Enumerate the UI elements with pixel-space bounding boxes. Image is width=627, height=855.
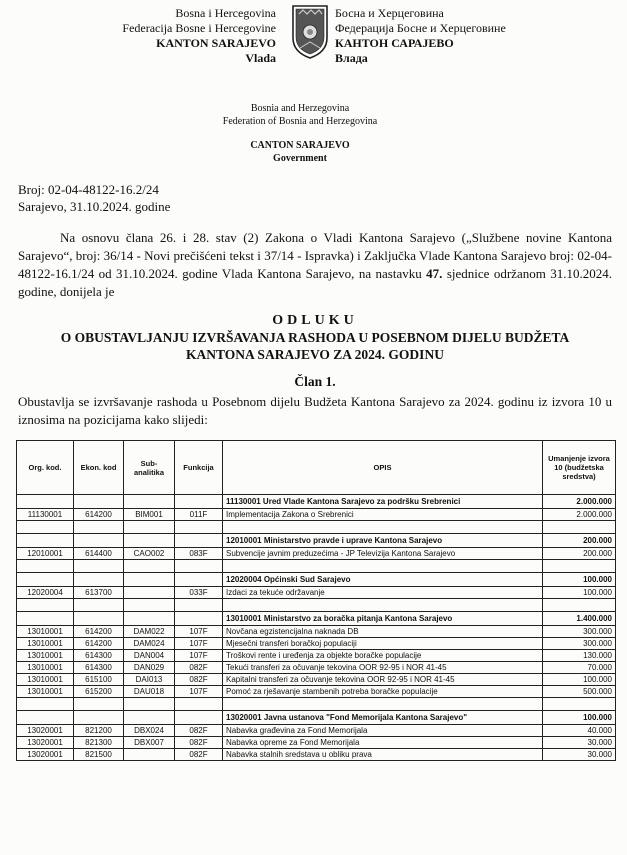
cell-opis: Nabavka stalnih sredstava u obliku prava — [223, 749, 543, 761]
cell-fun: 107F — [175, 686, 223, 698]
article-text: Obustavlja se izvršavanje rashoda u Posebnom dijelu Budžeta Kantona Sarajevo za 2024. godinu iz izvora 10 u iznosima na pozicijama kako slijedi: — [18, 394, 612, 427]
table-cell — [223, 521, 543, 534]
intro-end: sjednice održanom 31.10.2024. godine, donijela je — [18, 266, 612, 299]
table-blank-row — [17, 599, 616, 612]
table-row — [17, 587, 616, 599]
col-header-sub: Sub-analitika — [124, 441, 175, 495]
cell-amt: 100.000 — [543, 587, 616, 599]
cell-opis: Novčana egzistencijalna naknada DB — [223, 626, 543, 638]
cell-org: 12020004 — [17, 587, 74, 599]
col-header-ek: Ekon. kod — [74, 441, 124, 495]
cell-opis: Mjesečni transferi boračkoj populaciji — [223, 638, 543, 650]
cell-org: 11130001 — [17, 509, 74, 521]
header-left — [120, 6, 276, 66]
cell-opis: Izdaci za tekuće održavanje — [223, 587, 543, 599]
cell-org: 13020001 — [17, 749, 74, 761]
header-english-line-1: Bosnia and Herzegovina — [250, 103, 350, 114]
cell-opis: Nabavka opreme za Fond Memorijala — [223, 737, 543, 749]
cell-sub — [124, 612, 175, 626]
header-english-line-3: CANTON SARAJEVO — [250, 140, 350, 151]
table-cell — [124, 698, 175, 711]
cell-opis: 11130001 Ured Vlade Kantona Sarajevo za podršku Srebrenici — [223, 495, 543, 509]
cell-fun — [175, 612, 223, 626]
cell-fun: 011F — [175, 509, 223, 521]
cell-sub — [124, 587, 175, 599]
table-row — [17, 650, 616, 662]
table-cell — [543, 560, 616, 573]
table-section-row — [17, 534, 616, 548]
document-number: Broj: 02-04-48122-16.2/24 — [18, 182, 159, 197]
cell-org: 13010001 — [17, 686, 74, 698]
cell-sub: DAM022 — [124, 626, 175, 638]
cell-fun: 107F — [175, 638, 223, 650]
cell-sub: BIM001 — [124, 509, 175, 521]
cell-org — [17, 711, 74, 725]
table-row — [17, 686, 616, 698]
cell-amt: 2.000.000 — [543, 495, 616, 509]
cell-sub — [124, 495, 175, 509]
decision-title-line-2: KANTONA SARAJEVO ZA 2024. GODINU — [186, 347, 444, 362]
table-cell — [175, 698, 223, 711]
cell-sub — [124, 711, 175, 725]
cell-ek: 614200 — [74, 626, 124, 638]
table-row — [17, 725, 616, 737]
cell-ek: 615100 — [74, 674, 124, 686]
col-header-opis: OPIS — [223, 441, 543, 495]
table-row — [17, 509, 616, 521]
cell-org — [17, 495, 74, 509]
table-cell — [74, 521, 124, 534]
table-cell — [124, 560, 175, 573]
table-cell — [17, 698, 74, 711]
cell-fun: 082F — [175, 737, 223, 749]
document-date: Sarajevo, 31.10.2024. godine — [18, 199, 171, 214]
header-left-line-4: Vlada — [245, 51, 276, 65]
cell-opis: Troškovi rente i uređenja za objekte boračke populacije — [223, 650, 543, 662]
cell-ek — [74, 573, 124, 587]
cell-amt: 300.000 — [543, 638, 616, 650]
budget-table — [16, 440, 616, 761]
cell-amt: 200.000 — [543, 548, 616, 560]
cell-org — [17, 573, 74, 587]
header-left-line-2: Federacija Bosne i Hercegovine — [122, 21, 276, 35]
col-header-amount: Umanjenje izvora 10 (budžetska sredstva) — [543, 441, 616, 495]
cell-amt: 100.000 — [543, 674, 616, 686]
header-english-line-4: Government — [273, 153, 327, 164]
header-english — [150, 102, 450, 165]
cell-sub: DBX024 — [124, 725, 175, 737]
cell-ek — [74, 612, 124, 626]
cell-org: 13010001 — [17, 674, 74, 686]
article-heading: Član 1. — [294, 374, 336, 389]
cell-ek: 613700 — [74, 587, 124, 599]
table-cell — [124, 599, 175, 612]
table-cell — [223, 560, 543, 573]
header-left-line-3: KANTON SARAJEVO — [156, 36, 276, 50]
cell-sub: DAN004 — [124, 650, 175, 662]
cell-ek: 615200 — [74, 686, 124, 698]
table-row — [17, 638, 616, 650]
cell-fun: 033F — [175, 587, 223, 599]
cell-amt: 1.400.000 — [543, 612, 616, 626]
cell-sub: DAU018 — [124, 686, 175, 698]
header-left-line-1: Bosna i Hercegovina — [175, 6, 276, 20]
col-header-org: Org. kod. — [17, 441, 74, 495]
cell-sub — [124, 573, 175, 587]
header-right-line-4: Влада — [335, 51, 368, 65]
cell-org: 13020001 — [17, 725, 74, 737]
intro-paragraph — [18, 229, 612, 301]
cell-fun: 082F — [175, 725, 223, 737]
header-english-line-2: Federation of Bosnia and Herzegovina — [222, 116, 378, 127]
table-section-row — [17, 573, 616, 587]
cell-amt: 2.000.000 — [543, 509, 616, 521]
header-right-line-1: Босна и Херцеговина — [335, 6, 444, 20]
table-cell — [175, 599, 223, 612]
cell-sub — [124, 534, 175, 548]
cell-fun: 082F — [175, 674, 223, 686]
cell-ek — [74, 711, 124, 725]
cell-fun — [175, 573, 223, 587]
table-row — [17, 737, 616, 749]
cell-sub — [124, 749, 175, 761]
cell-sub: CAO002 — [124, 548, 175, 560]
cell-amt: 500.000 — [543, 686, 616, 698]
header-right-line-3: КАНТОН САРАЈЕВО — [335, 36, 454, 50]
cell-amt: 40.000 — [543, 725, 616, 737]
table-cell — [543, 521, 616, 534]
cell-fun — [175, 534, 223, 548]
cell-ek — [74, 495, 124, 509]
table-cell — [543, 698, 616, 711]
cell-org: 13010001 — [17, 662, 74, 674]
cell-ek: 614200 — [74, 638, 124, 650]
cell-org — [17, 612, 74, 626]
table-cell — [124, 521, 175, 534]
cell-org: 13010001 — [17, 638, 74, 650]
table-cell — [17, 521, 74, 534]
table-blank-row — [17, 698, 616, 711]
cell-opis: Nabavka građevina za Fond Memorijala — [223, 725, 543, 737]
table-cell — [175, 521, 223, 534]
cell-opis: Implementacija Zakona o Srebrenici — [223, 509, 543, 521]
col-header-fun: Funkcija — [175, 441, 223, 495]
table-section-row — [17, 711, 616, 725]
decision-title — [18, 312, 612, 363]
cell-ek — [74, 534, 124, 548]
cell-amt: 70.000 — [543, 662, 616, 674]
cell-opis: 13020001 Javna ustanova "Fond Memorijala Kantona Sarajevo" — [223, 711, 543, 725]
table-row — [17, 749, 616, 761]
cell-sub: DBX007 — [124, 737, 175, 749]
cell-ek: 614300 — [74, 662, 124, 674]
cell-opis: 12010001 Ministarstvo pravde i uprave Kantona Sarajevo — [223, 534, 543, 548]
cell-opis: Kapitalni transferi za očuvanje tekovina OOR 92-95 i NOR 41-45 — [223, 674, 543, 686]
intro-session: 47. — [426, 266, 443, 281]
cell-ek: 821200 — [74, 725, 124, 737]
table-cell — [223, 599, 543, 612]
cell-fun: 083F — [175, 548, 223, 560]
table-section-row — [17, 495, 616, 509]
cell-ek: 614200 — [74, 509, 124, 521]
table-row — [17, 626, 616, 638]
cell-fun — [175, 711, 223, 725]
cell-fun: 082F — [175, 749, 223, 761]
cell-amt: 300.000 — [543, 626, 616, 638]
cell-opis: 12020004 Općinski Sud Sarajevo — [223, 573, 543, 587]
table-blank-row — [17, 521, 616, 534]
cell-sub: DAN029 — [124, 662, 175, 674]
cell-org: 13020001 — [17, 737, 74, 749]
table-row — [17, 662, 616, 674]
cell-ek: 614300 — [74, 650, 124, 662]
table-row — [17, 548, 616, 560]
cell-amt: 100.000 — [543, 711, 616, 725]
table-blank-row — [17, 560, 616, 573]
cell-fun: 107F — [175, 650, 223, 662]
table-cell — [74, 560, 124, 573]
cell-ek: 821300 — [74, 737, 124, 749]
header-right-line-2: Федерација Босне и Херцеговине — [335, 21, 506, 35]
intro-text: Na osnovu člana 26. i 28. stav (2) Zakona o Vladi Kantona Sarajevo („Službene novine Kantona Sarajevo“, broj: 36/14 - Novi prečišćeni tekst i 37/14 - Ispravka) i Zaključka Vlade Kantona Sarajevo broj: 02-04-48122-16.1/24 od 31.10.2024. godine Vlada Kantona Sarajevo, na nastavku — [18, 230, 612, 281]
header-right — [335, 6, 535, 66]
cell-amt: 30.000 — [543, 749, 616, 761]
coat-of-arms-icon — [291, 4, 329, 60]
cell-sub: DAI013 — [124, 674, 175, 686]
cell-org: 12010001 — [17, 548, 74, 560]
cell-fun: 107F — [175, 626, 223, 638]
cell-sub: DAM024 — [124, 638, 175, 650]
cell-amt: 30.000 — [543, 737, 616, 749]
table-cell — [175, 560, 223, 573]
table-cell — [543, 599, 616, 612]
table-section-row — [17, 612, 616, 626]
cell-org: 13010001 — [17, 626, 74, 638]
cell-org: 13010001 — [17, 650, 74, 662]
cell-fun — [175, 495, 223, 509]
decision-word: ODLUKU — [272, 313, 358, 328]
table-cell — [17, 560, 74, 573]
table-cell — [74, 599, 124, 612]
cell-org — [17, 534, 74, 548]
cell-opis: Subvencije javnim preduzećima - JP Televizija Kantona Sarajevo — [223, 548, 543, 560]
table-cell — [223, 698, 543, 711]
cell-ek: 614400 — [74, 548, 124, 560]
decision-title-line-1: O OBUSTAVLJANJU IZVRŠAVANJA RASHODA U POSEBNOM DIJELU BUDŽETA — [60, 330, 570, 345]
table-cell — [17, 599, 74, 612]
cell-amt: 200.000 — [543, 534, 616, 548]
cell-opis: Pomoć za rješavanje stambenih potreba boračke populacije — [223, 686, 543, 698]
cell-amt: 130.000 — [543, 650, 616, 662]
table-header-row — [17, 441, 616, 495]
cell-fun: 082F — [175, 662, 223, 674]
cell-opis: 13010001 Ministarstvo za boračka pitanja Kantona Sarajevo — [223, 612, 543, 626]
table-cell — [74, 698, 124, 711]
cell-opis: Tekući transferi za očuvanje tekovina OOR 92-95 i NOR 41-45 — [223, 662, 543, 674]
cell-amt: 100.000 — [543, 573, 616, 587]
cell-ek: 821500 — [74, 749, 124, 761]
table-row — [17, 674, 616, 686]
document-meta — [18, 181, 170, 215]
